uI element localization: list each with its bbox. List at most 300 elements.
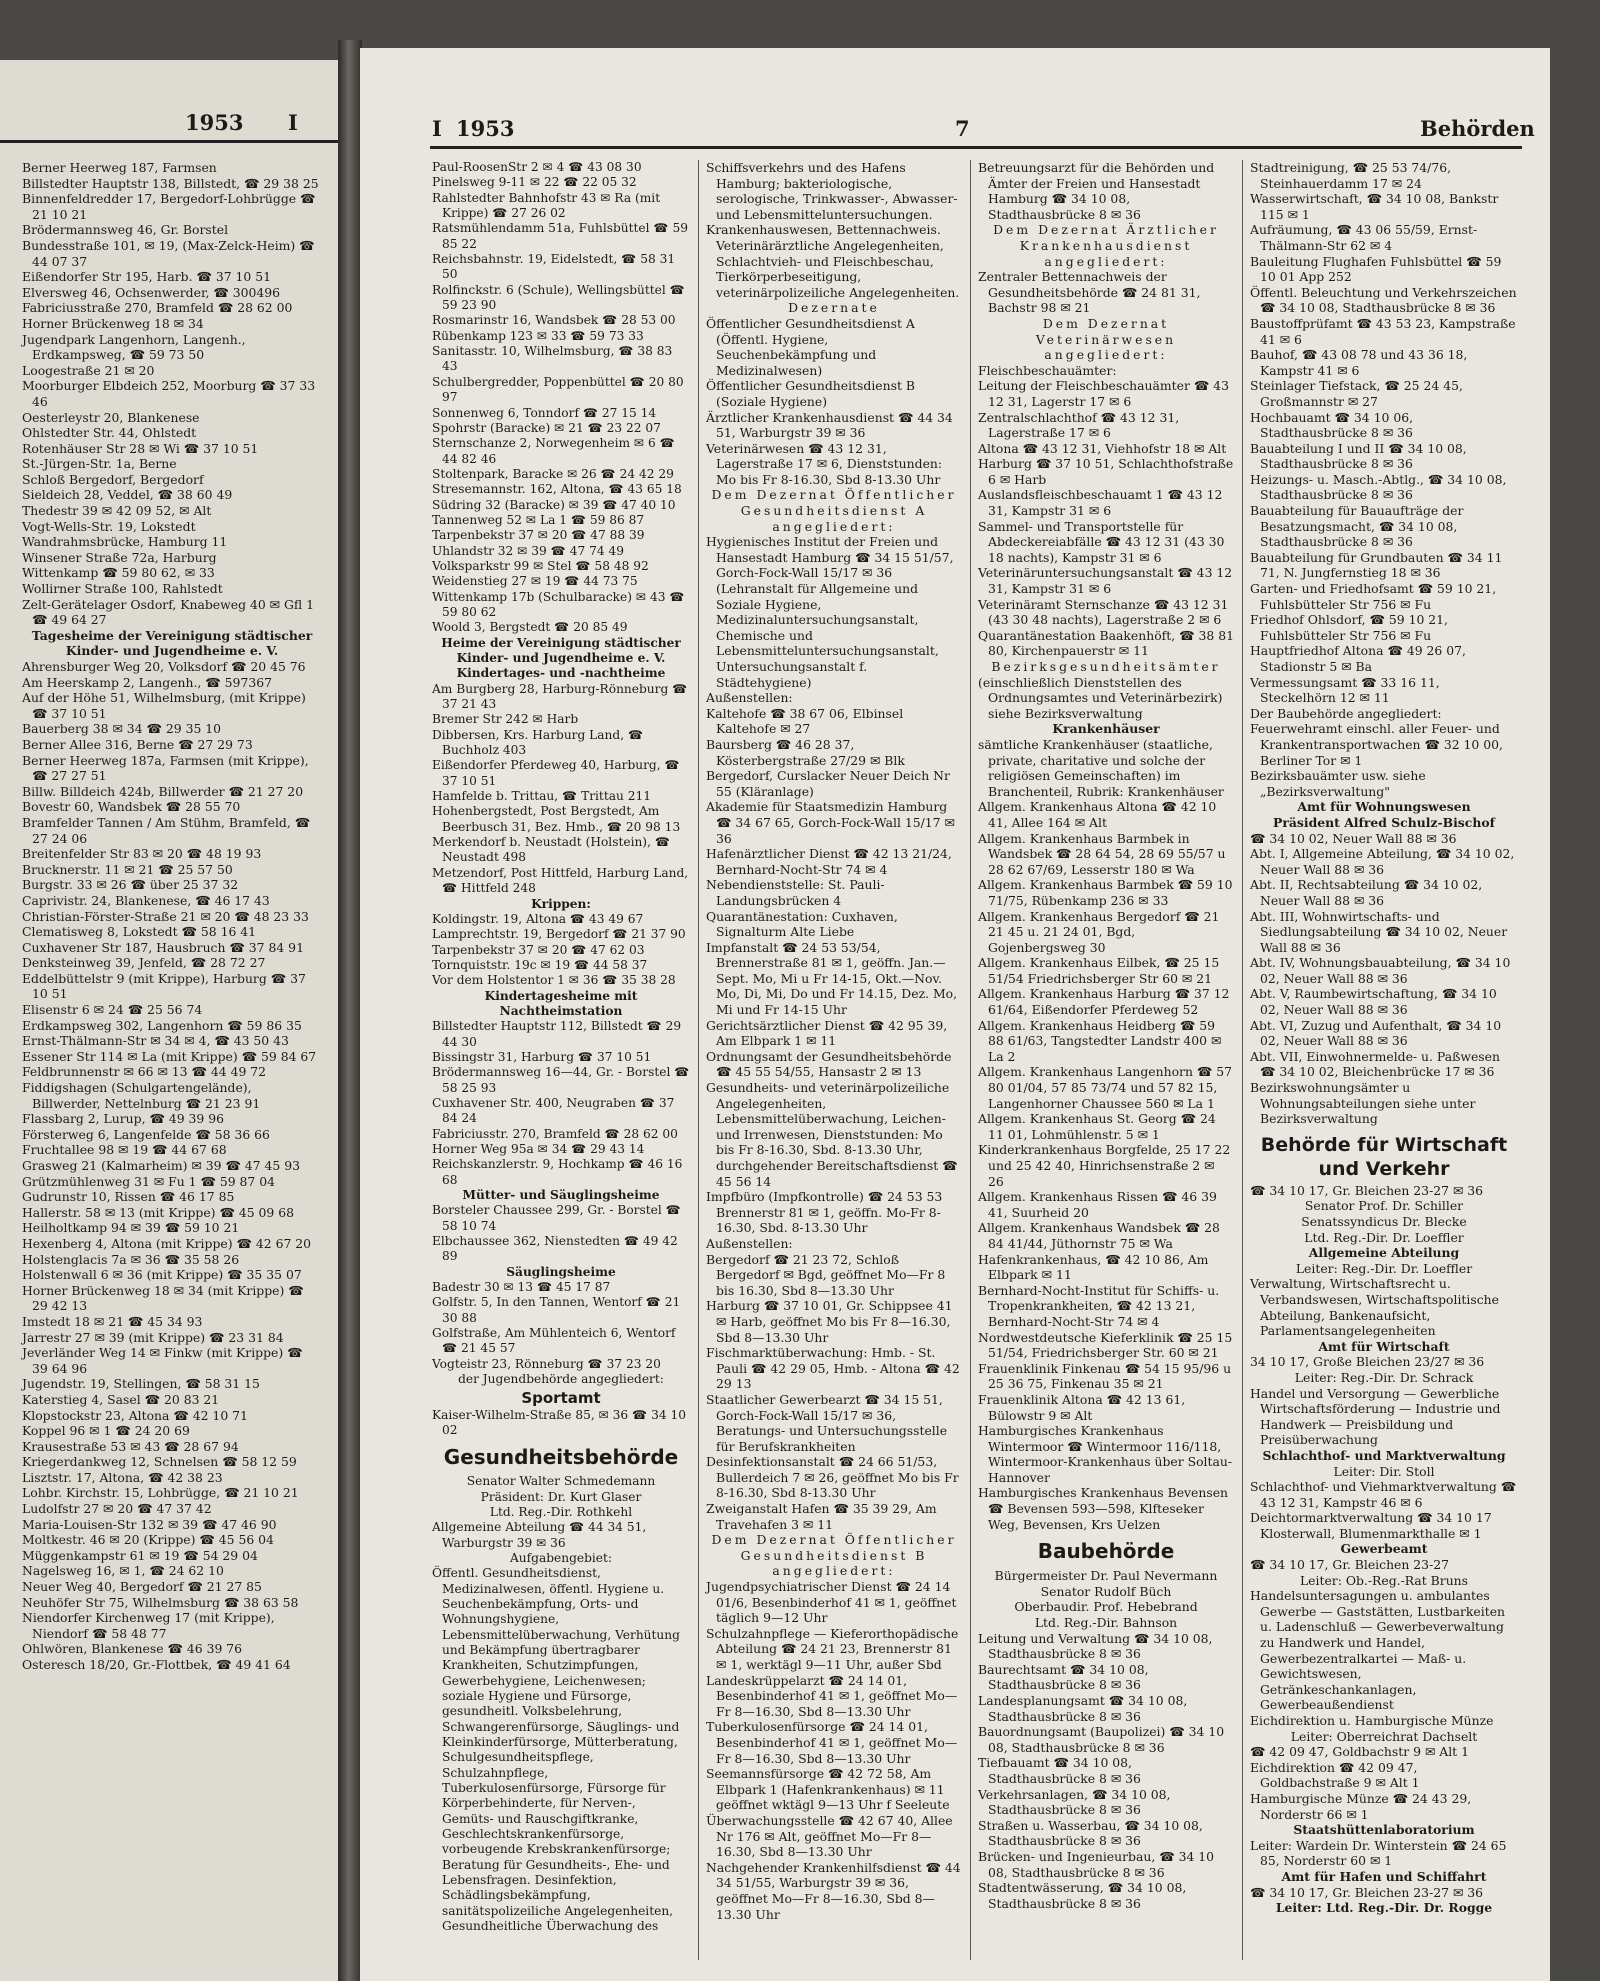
directory-entry: Allgem. Krankenhaus Eilbek, ☎ 25 15 51/54 Friedrichsberger Str 60 ✉ 21	[978, 955, 1220, 986]
directory-entry: Verwaltung, Wirtschaftsrecht u. Verbandswesen, Wirtschaftspolitische Abteilung, Bankenaufsicht, Parlamentsangelegenheiten	[1250, 1276, 1499, 1339]
directory-entry: Christian-Förster-Straße 21 ✉ 20 ☎ 48 23 33	[22, 908, 309, 924]
directory-entry: Bundesstraße 101, ✉ 19, (Max-Zelck-Heim) ☎ 44 07 37	[22, 237, 315, 269]
directory-entry: Hamfelde b. Trittau, ☎ Trittau 211	[432, 789, 651, 804]
subsection-heading: Ltd. Reg.-Dir. Dr. Loeffler	[1304, 1229, 1464, 1245]
directory-entry: Fiddigshagen (Schulgartengelände), Billwerder, Nettelnburg ☎ 21 23 91	[22, 1080, 261, 1111]
directory-entry: Verkehrsanlagen, ☎ 34 10 08, Stadthausbrücke 8 ✉ 36	[978, 1786, 1171, 1818]
directory-entry: Ohlstedter Str. 44, Ohlstedt	[22, 425, 197, 441]
directory-entry: Allgem. Krankenhaus Harburg ☎ 37 12 61/64, Eißendorfer Pferdeweg 52	[978, 986, 1230, 1018]
directory-entry: Elversweg 46, Ochsenwerder, ☎ 300496	[22, 284, 281, 300]
directory-entry: Schlachthof- und Viehmarktverwaltung ☎ 43 12 31, Kampstr 46 ✉ 6	[1250, 1479, 1517, 1510]
directory-entry: Burgstr. 33 ✉ 26 ☎ über 25 37 32	[22, 877, 239, 893]
directory-entry: Grützmühlenweg 31 ✉ Fu 1 ☎ 59 87 04	[22, 1173, 276, 1189]
directory-entry: Harburg ☎ 37 10 01, Gr. Schippsee 41 ✉ Harb, geöffnet Mo bis Fr 8—16.30, Sbd 8—13.30 Uhr	[706, 1298, 953, 1345]
subsection-heading: Dem Dezernat Öffentlicher Gesundheitsdienst A angegliedert:	[711, 487, 957, 534]
directory-entry: 34 10 17, Große Bleichen 23/27 ✉ 36	[1250, 1354, 1485, 1370]
directory-entry: Schiffsverkehrs und des Hafens Hamburg; bakteriologische, serologische, Trinkwasser-, Abwasser- und Lebensmitteluntersuchungen.	[706, 160, 958, 222]
directory-entry: Allgem. Krankenhaus Barmbek in Wandsbek ☎ 28 64 54, 28 69 55/57 u 28 62 67/69, Lesserstr 180 ✉ Wa	[978, 830, 1226, 877]
section-title: Behörden	[1420, 116, 1535, 141]
directory-entry: Thedestr 39 ✉ 42 09 52, ✉ Alt	[22, 503, 212, 519]
right-header-year: 1953	[456, 116, 515, 141]
left-header-mark: I	[288, 110, 298, 135]
directory-entry: Wittenkamp 17b (Schulbaracke) ✉ 43 ☎ 59 80 62	[432, 589, 685, 619]
directory-entry: Quarantänestation Baakenhöft, ☎ 38 81 80, Kirchenpauerstr ✉ 11	[978, 627, 1234, 659]
directory-entry: Ratsmühlendamm 51a, Fuhlsbüttel ☎ 59 85 22	[432, 221, 688, 251]
directory-entry: Fabriciusstr. 270, Bramfeld ☎ 28 62 00	[432, 1126, 678, 1141]
directory-entry: Jarrestr 27 ✉ 39 (mit Krippe) ☎ 23 31 84	[22, 1329, 284, 1345]
subsection-heading: Tagesheime der Vereinigung städtischer Kinder- und Jugendheime e. V.	[31, 627, 313, 659]
directory-entry: Merkendorf b. Neustadt (Holstein), ☎ Neustadt 498	[432, 835, 670, 865]
subsection-heading: Heime der Vereinigung städtischer Kinder- und Jugendheime e. V. Kindertages- und -nachtheime	[441, 635, 681, 681]
directory-entry: Kinderkrankenhaus Borgfelde, 25 17 22 und 25 42 40, Hinrichsenstraße 2 ✉ 26	[978, 1142, 1231, 1189]
directory-entry: Elbchaussee 362, Nienstedten ☎ 49 42 89	[432, 1234, 678, 1264]
directory-entry: Hohenbergstedt, Post Bergstedt, Am Beerbusch 31, Bez. Hmb., ☎ 20 98 13	[432, 804, 681, 834]
directory-entry: Bissingstr 31, Harburg ☎ 37 10 51	[432, 1049, 652, 1064]
subsection-heading: Oberbaudir. Prof. Hebebrand	[1014, 1599, 1198, 1615]
directory-entry: Heizungs- u. Masch.-Abtlg., ☎ 34 10 08, Stadthausbrücke 8 ✉ 36	[1250, 471, 1507, 503]
directory-entry: Berner Allee 316, Berne ☎ 27 29 73	[22, 736, 253, 752]
subsection-heading: Dem Dezernat Veterinärwesen angegliedert:	[1035, 315, 1177, 363]
directory-entry: Tuberkulosenfürsorge ☎ 24 14 01, Besenbinderhof 41 ✉ 1, geöffnet Mo—Fr 8—16.30, Sbd 8—13.30 Uhr	[706, 1719, 958, 1766]
section-heading: Behörde für Wirtschaft und Verkehr	[1260, 1133, 1508, 1180]
directory-entry: Außenstellen:	[706, 1235, 793, 1251]
directory-entry: Reichskanzlerstr. 9, Hochkamp ☎ 46 16 68	[432, 1157, 683, 1187]
directory-entry: Brucknerstr. 11 ✉ 21 ☎ 25 57 50	[22, 861, 233, 877]
subsection-heading: Präsident: Dr. Kurt Glaser	[480, 1489, 642, 1504]
left-header-rule	[0, 140, 340, 143]
directory-entry: Allgem. Krankenhaus Bergedorf ☎ 21 21 45 u. 21 24 01, Bgd, Gojenbergsweg 30	[978, 908, 1220, 955]
directory-entry: Harburg ☎ 37 10 51, Schlachthofstraße 6 ✉ Harb	[978, 456, 1234, 487]
subsection-heading: Senator Prof. Dr. Schiller	[1304, 1198, 1464, 1214]
directory-entry: (einschließlich Dienststellen des Ordnungsamtes und Veterinärbezirk) siehe Bezirksverwaltung	[978, 674, 1223, 721]
directory-entry: Bauerberg 38 ✉ 34 ☎ 29 35 10	[22, 721, 222, 737]
page-number: 7	[955, 116, 970, 141]
directory-entry: Vermessungsamt ☎ 33 16 11, Steckelhörn 12 ✉ 11	[1250, 674, 1440, 706]
directory-entry: Rahlstedter Bahnhofstr 43 ✉ Ra (mit Krippe) ☎ 27 26 02	[432, 190, 661, 221]
directory-entry: Bernhard-Nocht-Institut für Schiffs- u. Tropenkrankheiten, ☎ 42 13 21, Bernhard-Nocht-Str 74 ✉ 4	[978, 1282, 1220, 1329]
directory-entry: Fabriciusstraße 270, Bramfeld ☎ 28 62 00	[22, 300, 293, 316]
directory-entry: Binnenfeldredder 17, Bergedorf-Lohbrügge ☎ 21 10 21	[22, 191, 316, 222]
directory-entry: Brödermannsweg 16—44, Gr. - Borstel ☎ 58 25 93	[432, 1065, 690, 1095]
directory-entry: Abt. II, Rechtsabteilung ☎ 34 10 02, Neuer Wall 88 ✉ 36	[1250, 877, 1483, 908]
directory-entry: Billstedter Hauptstr 112, Billstedt ☎ 29 44 30	[432, 1019, 682, 1049]
directory-entry: Winsener Straße 72a, Harburg	[22, 549, 217, 565]
directory-entry: Abt. V, Raumbewirtschaftung, ☎ 34 10 02, Neuer Wall 88 ✉ 36	[1250, 986, 1497, 1018]
directory-entry: Südring 32 (Baracke) ✉ 39 ☎ 47 40 10	[432, 497, 676, 512]
directory-entry: Pinelsweg 9-11 ✉ 22 ☎ 22 05 32	[432, 175, 637, 190]
directory-entry: Krankenhauswesen, Bettennachweis. Veterinärärztliche Angelegenheiten, Schlachtvieh- und Fleischbeschau, Tierkörperbeseitigung, veterinärpolizeiliche Angelegenheiten.	[706, 222, 960, 300]
directory-entry: Jugendpsychiatrischer Dienst ☎ 24 14 01/6, Besenbinderhof 41 ✉ 1, geöffnet täglich 9—12 Uhr	[706, 1579, 957, 1626]
directory-entry: Hygienisches Institut der Freien und Hansestadt Hamburg ☎ 34 15 51/57, Gorch-Fock-Wall 15/17 ✉ 36 (Lehranstalt für Allgemeine und Soziale Hygiene, Medizinaluntersuchungsanstalt, Chemische und Lebensmitteluntersuchungsanstalt, Untersuchungsanstalt f. Städtehygiene)	[706, 534, 954, 690]
directory-entry: Rotenhäuser Str 28 ✉ Wi ☎ 37 10 51	[22, 440, 259, 456]
directory-entry: Borsteler Chaussee 299, Gr. - Borstel ☎ 58 10 74	[432, 1203, 681, 1233]
directory-entry: Spohrstr (Baracke) ✉ 21 ☎ 23 22 07	[432, 420, 661, 435]
directory-entry: Aufräumung, ☎ 43 06 55/59, Ernst-Thälmann-Str 62 ✉ 4	[1250, 222, 1478, 253]
directory-entry: Hamburgische Münze ☎ 24 43 29, Norderstr 66 ✉ 1	[1250, 1790, 1472, 1822]
directory-entry: sämtliche Krankenhäuser (staatliche, private, charitative und solche der religiösen Gemeinschaften) im Branchenteil, Rubrik: Krankenhäuser	[978, 736, 1224, 799]
directory-entry: Bauordnungsamt (Baupolizei) ☎ 34 10 08, Stadthausbrücke 8 ✉ 36	[978, 1724, 1225, 1755]
directory-entry: Garten- und Friedhofsamt ☎ 59 10 21, Fuhlsbütteler Str 756 ✉ Fu	[1250, 581, 1497, 612]
subsection-heading: Dezernate	[788, 300, 880, 316]
directory-entry: Hauptfriedhof Altona ☎ 49 26 07, Stadionstr 5 ✉ Ba	[1250, 643, 1466, 674]
directory-entry: Hafenkrankenhaus, ☎ 42 10 86, Am Elbpark ✉ 11	[978, 1251, 1209, 1283]
directory-entry: Überwachungsstelle ☎ 42 67 40, Allee Nr 176 ✉ Alt, geöffnet Mo—Fr 8—16.30, Sbd 8—13.30 Uhr	[706, 1812, 953, 1860]
directory-entry: Stadtentwässerung, ☎ 34 10 08, Stadthausbrücke 8 ✉ 36	[978, 1880, 1187, 1911]
subsection-heading: Amt für Wohnungswesen	[1297, 799, 1471, 815]
directory-entry: Baursberg ☎ 46 28 37, Kösterbergstraße 27/29 ✉ Blk	[706, 736, 905, 768]
directory-entry: Gerichtsärztlicher Dienst ☎ 42 95 39, Am Elbpark 1 ✉ 11	[706, 1017, 948, 1049]
directory-entry: Stresemannstr. 162, Altona, ☎ 43 65 18	[432, 482, 682, 497]
left-header-year: 1953	[185, 110, 244, 135]
directory-entry: Uhlandstr 32 ✉ 39 ☎ 47 74 49	[432, 543, 624, 558]
directory-entry: Katerstieg 4, Sasel ☎ 20 83 21	[22, 1391, 220, 1407]
directory-entry: Wandrahmsbrücke, Hamburg 11	[22, 534, 228, 550]
directory-entry: Leitung und Verwaltung ☎ 34 10 08, Stadthausbrücke 8 ✉ 36	[978, 1630, 1213, 1662]
subsection-heading: Säuglingsheime	[506, 1264, 616, 1279]
directory-entry: Eddelbüttelstr 9 (mit Krippe), Harburg ☎ 37 10 51	[22, 970, 306, 1002]
directory-entry: Allgem. Krankenhaus Wandsbek ☎ 28 84 41/44, Jüthornstr 75 ✉ Wa	[978, 1220, 1220, 1251]
directory-entry: Lamprechtstr. 19, Bergedorf ☎ 21 37 90	[432, 927, 686, 942]
directory-entry: Am Burgberg 28, Harburg-Rönneburg ☎ 37 21 43	[432, 681, 688, 712]
directory-entry: Rosmarinstr 16, Wandsbek ☎ 28 53 00	[432, 313, 676, 328]
directory-entry: Deichtormarktverwaltung ☎ 34 10 17 Klosterwall, Blumenmarkthalle ✉ 1	[1250, 1510, 1492, 1541]
subsection-heading: Amt für Wirtschaft	[1318, 1338, 1450, 1354]
directory-entry: Straßen u. Wasserbau, ☎ 34 10 08, Stadthausbrücke 8 ✉ 36	[978, 1817, 1203, 1849]
directory-entry: Eißendorfer Str 195, Harb. ☎ 37 10 51	[22, 269, 272, 285]
left-page	[0, 60, 340, 1981]
subsection-heading: Dem Dezernat Ärztlicher Krankenhausdienst angegliedert:	[993, 222, 1219, 269]
directory-entry: Holstenwall 6 ✉ 36 (mit Krippe) ☎ 35 35 07	[22, 1267, 302, 1283]
directory-entry: Steinlager Tiefstack, ☎ 25 24 45, Großmannstr ✉ 27	[1250, 378, 1463, 409]
directory-entry: Hafenärztlicher Dienst ☎ 42 13 21/24, Bernhard-Nocht-Str 74 ✉ 4	[706, 846, 952, 877]
directory-entry: Schulbergredder, Poppenbüttel ☎ 20 80 97	[432, 374, 684, 405]
directory-entry: Cuxhavener Str 187, Hausbruch ☎ 37 84 91	[22, 939, 304, 955]
directory-entry: Nachgehender Krankenhilfsdienst ☎ 44 34 51/55, Warburgstr 39 ✉ 36, geöffnet Mo—Fr 8—16.30, Sbd 8—13.30 Uhr	[706, 1859, 961, 1922]
directory-entry: Bramfelder Tannen / Am Stühm, Bramfeld, ☎ 27 24 06	[22, 814, 311, 846]
directory-entry: Caprivistr. 24, Blankenese, ☎ 46 17 43	[22, 892, 270, 908]
directory-entry: Tiefbauamt ☎ 34 10 08, Stadthausbrücke 8 ✉ 36	[978, 1755, 1141, 1786]
directory-entry: Klopstockstr 23, Altona ☎ 42 10 71	[22, 1407, 248, 1423]
directory-entry: Veterinärwesen ☎ 43 12 31, Lagerstraße 17 ✉ 6, Dienststunden: Mo bis Fr 8-16.30, Sbd 8-13.30 Uhr	[706, 440, 943, 487]
subsection-heading: Staatshüttenlaboratorium	[1293, 1822, 1475, 1838]
directory-entry: Nagelsweg 16, ✉ 1, ☎ 24 62 10	[22, 1563, 224, 1579]
directory-entry: Moorburger Elbdeich 252, Moorburg ☎ 37 33 46	[22, 378, 316, 409]
subsection-heading: Dem Dezernat Öffentlicher Gesundheitsdienst B angegliedert:	[711, 1532, 957, 1579]
directory-entry: Fruchtallee 98 ✉ 19 ☎ 44 67 68	[22, 1142, 227, 1158]
directory-entry: Ärztlicher Krankenhausdienst ☎ 44 34 51, Warburgstr 39 ✉ 36	[706, 409, 953, 441]
directory-entry: Eißendorfer Pferdeweg 40, Harburg, ☎ 37 10 51	[432, 758, 680, 788]
directory-entry: Auf der Höhe 51, Wilhelmsburg, (mit Krippe) ☎ 37 10 51	[22, 690, 306, 721]
directory-entry: Osteresch 18/20, Gr.-Flottbek, ☎ 49 41 64	[22, 1657, 291, 1672]
directory-entry: ☎ 34 10 17, Gr. Bleichen 23-27 ✉ 36	[1250, 1884, 1484, 1900]
directory-entry: Allgemeine Abteilung ☎ 44 34 51, Warburgstr 39 ✉ 36	[432, 1520, 647, 1550]
directory-entry: Leiter: Wardein Dr. Winterstein ☎ 24 65 85, Norderstr 60 ✉ 1	[1250, 1837, 1507, 1869]
section-heading: Baubehörde	[1037, 1539, 1175, 1564]
directory-entry: Sammel- und Transportstelle für Abdeckereiabfälle ☎ 43 12 31 (43 30 18 nachts), Kampstr 31 ✉ 6	[978, 518, 1225, 565]
directory-entry: Veterinäramt Sternschanze ☎ 43 12 31 (43 30 48 nachts), Lagerstraße 2 ✉ 6	[978, 596, 1229, 628]
directory-entry: Eichdirektion ☎ 42 09 47, Goldbachstraße 9 ✉ Alt 1	[1250, 1759, 1420, 1791]
section-heading: Sportamt	[521, 1388, 601, 1407]
directory-entry: Bovestr 60, Wandsbek ☎ 28 55 70	[22, 799, 241, 815]
directory-entry: Veterinäruntersuchungsanstalt ☎ 43 12 31, Kampstr 31 ✉ 6	[978, 565, 1233, 597]
directory-entry: Bergedorf ☎ 21 23 72, Schloß Bergedorf ✉ Bgd, geöffnet Mo—Fr 8 bis 16.30, Sbd 8—13.30 Uhr	[706, 1251, 946, 1298]
directory-entry: ☎ 34 10 17, Gr. Bleichen 23-27	[1250, 1557, 1450, 1573]
directory-entry: Bauabteilung für Grundbauten ☎ 34 11 71, N. Jungfernstieg 18 ✉ 36	[1250, 549, 1503, 581]
directory-entry: Fleischbeschauämter:	[978, 362, 1117, 378]
directory-entry: Öffentlicher Gesundheitsdienst B (Soziale Hygiene)	[706, 378, 915, 409]
directory-entry: Nordwestdeutsche Kieferklinik ☎ 25 15 51/54, Friedrichsberger Str. 60 ✉ 21	[978, 1329, 1233, 1361]
directory-entry: Gesundheits- und veterinärpolizeiliche Angelegenheiten, Lebensmittelüberwachung, Leichen- und Irrenwesen, Dienststunden: Mo bis Fr 8-16.30, Sbd. 8-13.30 Uhr, durchgehender Bereitschaftsdienst ☎ 45 56 14	[706, 1080, 958, 1189]
directory-entry: Auslandsfleischbeschauamt 1 ☎ 43 12 31, Kampstr 31 ✉ 6	[978, 487, 1223, 519]
directory-entry: Bezirksbauämter usw. siehe „Bezirksverwaltung"	[1250, 768, 1426, 799]
column-divider	[970, 160, 971, 1960]
directory-entry: Impfbüro (Impfkontrolle) ☎ 24 53 53 Brennerstr 81 ✉ 1, geöffn. Mo-Fr 8-16.30, Sbd. 8-13.30 Uhr	[706, 1189, 943, 1236]
directory-entry: Sonnenweg 6, Tonndorf ☎ 27 15 14	[432, 405, 657, 420]
directory-entry: Hamburgisches Krankenhaus Wintermoor ☎ Wintermoor 116/118, Wintermoor-Krankenhaus über Soltau-Hannover	[978, 1423, 1233, 1485]
directory-entry: Zelt-Gerätelager Osdorf, Knabeweg 40 ✉ Gfl 1 ☎ 49 64 27	[22, 596, 314, 628]
directory-entry: Abt. IV, Wohnungsbauabteilung, ☎ 34 10 02, Neuer Wall 88 ✉ 36	[1250, 955, 1511, 986]
directory-entry: Ludolfstr 27 ✉ 20 ☎ 47 37 42	[22, 1501, 212, 1517]
subsection-heading: Allgemeine Abteilung	[1308, 1245, 1460, 1261]
subsection-heading: Ltd. Reg.-Dir. Bahnson	[1034, 1615, 1178, 1631]
directory-entry: Abt. I, Allgemeine Abteilung, ☎ 34 10 02, Neuer Wall 88 ✉ 36	[1250, 846, 1515, 877]
directory-entry: Am Heerskamp 2, Langenh., ☎ 597367	[22, 674, 272, 690]
directory-entry: Flassbarg 2, Lurup, ☎ 49 39 96	[22, 1111, 225, 1127]
directory-entry: Heilholtkamp 94 ✉ 39 ☎ 59 10 21	[22, 1220, 240, 1236]
directory-entry: Wasserwirtschaft, ☎ 34 10 08, Bankstr 115 ✉ 1	[1250, 191, 1499, 222]
directory-entry: Moltkestr. 46 ✉ 20 (Krippe) ☎ 45 56 04	[22, 1532, 274, 1548]
directory-entry: Zentraler Bettennachweis der Gesundheitsbehörde ☎ 24 81 31, Bachstr 98 ✉ 21	[978, 269, 1201, 316]
directory-entry: Horner Brückenweg 18 ✉ 34	[22, 315, 204, 331]
directory-entry: Dibbersen, Krs. Harburg Land, ☎ Buchholz 403	[432, 727, 644, 758]
subsection-heading: Leiter: Ob.-Reg.-Rat Bruns	[1299, 1572, 1469, 1588]
directory-entry: Clematisweg 8, Lokstedt ☎ 58 16 41	[22, 924, 257, 940]
directory-entry: Holstenglacis 7a ✉ 36 ☎ 35 58 26	[22, 1251, 240, 1267]
subsection-heading: Aufgabengebiet:	[509, 1550, 613, 1565]
subsection-heading: Senatssyndicus Dr. Blecke	[1301, 1214, 1467, 1229]
directory-entry: Der Baubehörde angegliedert:	[1250, 705, 1442, 721]
subsection-heading: Senator Rudolf Büch	[1040, 1583, 1172, 1599]
directory-entry: Handel und Versorgung — Gewerbliche Wirtschaftsförderung — Industrie und Handwerk — Preisbildung und Preisüberwachung	[1250, 1385, 1501, 1448]
directory-entry: Baurechtsamt ☎ 34 10 08, Stadthausbrücke 8 ✉ 36	[978, 1661, 1149, 1693]
directory-entry: Billstedter Hauptstr 138, Billstedt, ☎ 29 38 25	[22, 175, 319, 191]
directory-entry: Woold 3, Bergstedt ☎ 20 85 49	[432, 620, 628, 635]
subsection-heading: Bürgermeister Dr. Paul Nevermann	[994, 1568, 1218, 1584]
directory-entry: Zentralschlachthof ☎ 43 12 31, Lagerstraße 17 ✉ 6	[978, 409, 1180, 441]
subsection-heading: Leiter: Oberreichrat Dachselt	[1290, 1728, 1478, 1744]
directory-entry: Essener Str 114 ✉ La (mit Krippe) ☎ 59 84 67	[22, 1048, 317, 1064]
directory-entry: Brödermannsweg 46, Gr. Borstel	[22, 222, 229, 238]
directory-entry: Denksteinweg 39, Jenfeld, ☎ 28 72 27	[22, 955, 266, 971]
directory-entry: Öffentlicher Gesundheitsdienst A (Öffentl. Hygiene, Seuchenbekämpfung und Medizinalwesen)	[706, 315, 915, 378]
directory-entry: Außenstellen:	[706, 690, 793, 706]
directory-entry: Metzendorf, Post Hittfeld, Harburg Land, ☎ Hittfeld 248	[432, 865, 689, 896]
subsection-heading: Gewerbeamt	[1340, 1541, 1428, 1557]
directory-entry: Öffentl. Beleuchtung und Verkehrszeichen ☎ 34 10 08, Stadthausbrücke 8 ✉ 36	[1250, 284, 1517, 316]
subsection-heading: Mütter- und Säuglingsheime	[462, 1188, 660, 1203]
directory-entry: Berner Heerweg 187a, Farmsen (mit Krippe), ☎ 27 27 51	[22, 752, 309, 784]
directory-entry: Neuhöfer Str 75, Wilhelmsburg ☎ 38 63 58	[22, 1594, 299, 1610]
directory-entry: Bezirkswohnungsämter u Wohnungsabteilungen siehe unter Bezirksverwaltung	[1250, 1080, 1476, 1127]
directory-entry: Landeskrüppelarzt ☎ 24 14 01, Besenbinderhof 41 ✉ 1, geöffnet Mo—Fr 8—16.30, Sbd 8—13.30 Uhr	[706, 1672, 958, 1719]
directory-entry: Landesplanungsamt ☎ 34 10 08, Stadthausbrücke 8 ✉ 36	[978, 1693, 1188, 1724]
subsection-heading: Leiter: Reg.-Dir. Dr. Schrack	[1294, 1369, 1474, 1385]
right-header-rule	[430, 146, 1522, 149]
directory-entry: Friedhof Ohlsdorf, ☎ 59 10 21, Fuhlsbütteler Str 756 ✉ Fu	[1250, 612, 1448, 643]
column-divider	[1242, 160, 1243, 1960]
directory-entry: Zweiganstalt Hafen ☎ 35 39 29, Am Travehafen 3 ✉ 11	[706, 1501, 937, 1532]
directory-entry: Weidenstieg 27 ✉ 19 ☎ 44 73 75	[432, 574, 638, 589]
directory-entry: Golfstraße, Am Mühlenteich 6, Wentorf ☎ 21 45 57	[432, 1326, 676, 1356]
column-1	[432, 160, 690, 1935]
directory-entry: Bauabteilung für Bauaufträge der Besatzungsmacht, ☎ 34 10 08, Stadthausbrücke 8 ✉ 36	[1250, 503, 1464, 550]
right-header-mark: I	[432, 116, 442, 141]
column-divider	[698, 160, 699, 1960]
directory-entry: Neuer Weg 40, Bergedorf ☎ 21 27 85	[22, 1579, 262, 1595]
subsection-heading: Leiter: Ltd. Reg.-Dir. Dr. Rogge	[1275, 1900, 1493, 1916]
directory-entry: Tornquiststr. 19c ✉ 19 ☎ 44 58 37	[432, 957, 648, 972]
right-page	[360, 48, 1550, 1981]
subsection-heading: Krippen:	[531, 896, 591, 911]
subsection-heading: Schlachthof- und Marktverwaltung	[1262, 1447, 1506, 1463]
directory-entry: Ahrensburger Weg 20, Volksdorf ☎ 20 45 76	[22, 659, 306, 674]
section-heading: Gesundheitsbehörde	[443, 1445, 679, 1470]
directory-entry: Badestr 30 ✉ 13 ☎ 45 17 87	[432, 1280, 611, 1295]
directory-entry: Sanitasstr. 10, Wilhelmsburg, ☎ 38 83 43	[432, 344, 673, 374]
column-2	[706, 160, 962, 1922]
subsection-heading: Präsident Alfred Schulz-Bischof	[1273, 814, 1495, 830]
directory-entry: Erdkampsweg 302, Langenhorn ☎ 59 86 35	[22, 1017, 302, 1033]
directory-entry: Breitenfelder Str 83 ✉ 20 ☎ 48 19 93	[22, 846, 262, 862]
subsection-heading: Ltd. Reg.-Dir. Rothkehl	[489, 1504, 633, 1519]
directory-entry: Bremer Str 242 ✉ Harb	[432, 712, 579, 727]
directory-entry: Lohbr. Kirchstr. 15, Lohbrügge, ☎ 21 10 21	[22, 1485, 299, 1501]
directory-entry: Tannenweg 52 ✉ La 1 ☎ 59 86 87	[432, 512, 645, 527]
directory-entry: Jeverländer Weg 14 ✉ Finkw (mit Krippe) ☎ 39 64 96	[22, 1345, 303, 1376]
directory-entry: Bauabteilung I und II ☎ 34 10 08, Stadthausbrücke 8 ✉ 36	[1250, 440, 1467, 472]
directory-entry: Feuerwehramt einschl. aller Feuer- und Krankentransportwachen ☎ 32 10 00, Berliner Tor ✉ 1	[1250, 721, 1503, 768]
subsection-heading: Kindertagesheime mit Nachtheimstation	[484, 988, 638, 1018]
directory-entry: Brücken- und Ingenieurbau, ☎ 34 10 08, Stadthausbrücke 8 ✉ 36	[978, 1848, 1215, 1880]
directory-entry: Staatlicher Gewerbearzt ☎ 34 15 51, Gorch-Fock-Wall 15/17 ✉ 36, Beratungs- und Untersuchungsstelle für Berufskrankheiten	[706, 1391, 948, 1454]
column-4	[1250, 160, 1518, 1916]
directory-entry: Oesterleystr 20, Blankenese	[22, 409, 200, 425]
directory-entry: Allgem. Krankenhaus Altona ☎ 42 10 41, Allee 164 ✉ Alt	[978, 799, 1217, 830]
directory-entry: Ernst-Thälmann-Str ✉ 34 ✉ 4, ☎ 43 50 43	[22, 1033, 289, 1049]
directory-entry: Nebendienststelle: St. Pauli-Landungsbrücken 4	[706, 877, 885, 908]
directory-entry: Stoltenpark, Baracke ✉ 26 ☎ 24 42 29	[432, 466, 674, 481]
directory-entry: Bergedorf, Curslacker Neuer Deich Nr 55 (Kläranlage)	[706, 768, 950, 799]
directory-entry: Stadtreinigung, ☎ 25 53 74/76, Steinhauerdamm 17 ✉ 24	[1250, 160, 1452, 191]
subsection-heading: Senator Walter Schmedemann	[466, 1474, 656, 1489]
directory-entry: Seemannsfürsorge ☎ 42 72 58, Am Elbpark 1 (Hafenkrankenhaus) ✉ 11 geöffnet wktägl 9—13 Uhr f Seeleute	[706, 1766, 950, 1813]
directory-entry: Feldbrunnenstr ✉ 66 ✉ 13 ☎ 44 49 72	[22, 1064, 267, 1080]
directory-entry: Kaiser-Wilhelm-Straße 85, ✉ 36 ☎ 34 10 02	[432, 1407, 686, 1437]
directory-entry: Bauhof, ☎ 43 08 78 und 43 36 18, Kampstr 41 ✉ 6	[1250, 347, 1468, 378]
directory-entry: Schloß Bergedorf, Bergedorf	[22, 471, 204, 487]
directory-entry: Ohlwören, Blankenese ☎ 46 39 76	[22, 1641, 243, 1657]
directory-entry: Vogt-Wells-Str. 19, Lokstedt	[22, 518, 196, 534]
directory-entry: Frauenklinik Altona ☎ 42 13 61, Bülowstr 9 ✉ Alt	[978, 1391, 1186, 1423]
directory-entry: Eichdirektion u. Hamburgische Münze	[1250, 1713, 1494, 1728]
directory-entry: Abt. VI, Zuzug und Aufenthalt, ☎ 34 10 02, Neuer Wall 88 ✉ 36	[1250, 1017, 1502, 1049]
directory-entry: Jugendstr. 19, Stellingen, ☎ 58 31 15	[22, 1376, 260, 1392]
directory-entry: Vor dem Holstentor 1 ✉ 36 ☎ 35 38 28	[432, 973, 676, 988]
directory-entry: Fischmarktüberwachung: Hmb. - St. Pauli ☎ 42 29 05, Hmb. - Altona ☎ 42 29 13	[706, 1345, 960, 1392]
directory-entry: Abt. VII, Einwohnermelde- u. Paßwesen ☎ 34 10 02, Bleichenbrücke 17 ✉ 36	[1250, 1048, 1500, 1080]
subsection-heading: der Jugendbehörde angegliedert:	[458, 1372, 664, 1387]
directory-entry: Wollirner Straße 100, Rahlstedt	[22, 581, 223, 597]
directory-entry: Imstedt 18 ✉ 21 ☎ 45 34 93	[22, 1313, 203, 1329]
directory-entry: Hochbauamt ☎ 34 10 06, Stadthausbrücke 8 ✉ 36	[1250, 409, 1414, 441]
directory-entry: Tarpenbekstr 37 ✉ 20 ☎ 47 62 03	[432, 942, 645, 957]
directory-entry: Altona ☎ 43 12 31, Viehhofstr 18 ✉ Alt	[978, 440, 1227, 456]
directory-entry: Allgem. Krankenhaus Langenhorn ☎ 57 80 01/04, 57 85 73/74 und 57 82 15, Langenhorner Chaussee 560 ✉ La 1	[978, 1064, 1233, 1111]
directory-entry: Golfstr. 5, In den Tannen, Wentorf ☎ 21 30 88	[432, 1295, 681, 1325]
directory-entry: Hallerstr. 58 ✉ 13 (mit Krippe) ☎ 45 09 68	[22, 1204, 295, 1220]
directory-entry: Allgem. Krankenhaus Heidberg ☎ 59 88 61/63, Tangstedter Landstr 400 ✉ La 2	[978, 1017, 1222, 1064]
directory-entry: Koppel 96 ✉ 1 ☎ 24 20 69	[22, 1423, 190, 1439]
directory-entry: Volksparkstr 99 ✉ Stel ☎ 58 48 92	[432, 558, 649, 573]
directory-entry: Berner Heerweg 187, Farmsen	[22, 160, 217, 175]
directory-entry: ☎ 34 10 02, Neuer Wall 88 ✉ 36	[1250, 830, 1457, 846]
directory-entry: Leitung der Fleischbeschauämter ☎ 43 12 31, Lagerstr 17 ✉ 6	[978, 378, 1229, 409]
directory-entry: Frauenklinik Finkenau ☎ 54 15 95/96 u 25 36 75, Finkenau 35 ✉ 21	[978, 1360, 1232, 1392]
directory-entry: Müggenkampstr 61 ✉ 19 ☎ 54 29 04	[22, 1547, 258, 1563]
directory-entry: Niendorfer Kirchenweg 17 (mit Krippe), Niendorf ☎ 58 48 77	[22, 1610, 275, 1641]
directory-entry: Koldingstr. 19, Altona ☎ 43 49 67	[432, 911, 644, 926]
directory-entry: Gudrunstr 10, Rissen ☎ 46 17 85	[22, 1189, 235, 1205]
directory-entry: Lisztstr. 17, Altona, ☎ 42 38 23	[22, 1469, 223, 1485]
directory-entry: Tarpenbekstr 37 ✉ 20 ☎ 47 88 39	[432, 528, 645, 543]
directory-entry: Baustoffprüfamt ☎ 43 53 23, Kampstraße 41 ✉ 6	[1250, 315, 1516, 347]
directory-entry: Rolfinckstr. 6 (Schule), Wellingsbüttel ☎ 59 23 90	[432, 282, 685, 313]
subsection-heading: Bezirksgesundheitsämter	[991, 659, 1221, 674]
directory-entry: Vogteistr 23, Rönneburg ☎ 37 23 20	[432, 1356, 661, 1371]
book-gutter	[338, 40, 362, 1981]
directory-entry: Paul-RoosenStr 2 ✉ 4 ☎ 43 08 30	[432, 160, 642, 174]
directory-entry: Loogestraße 21 ✉ 20	[22, 362, 155, 378]
directory-entry: Kriegerdankweg 12, Schnelsen ☎ 58 12 59	[22, 1454, 297, 1470]
directory-entry: Quarantänestation: Cuxhaven, Signalturm Alte Liebe	[706, 908, 898, 940]
directory-entry: St.-Jürgen-Str. 1a, Berne	[22, 456, 177, 472]
directory-entry: Maria-Louisen-Str 132 ✉ 39 ☎ 47 46 90	[22, 1516, 277, 1532]
subsection-heading: Krankenhäuser	[1052, 721, 1160, 737]
directory-entry: Schulzahnpflege — Kieferorthopädische Abteilung ☎ 24 21 23, Brennerstr 81 ✉ 1, werktägl 9—11 Uhr, außer Sbd	[706, 1625, 959, 1672]
left-column	[22, 160, 322, 1673]
directory-entry: Cuxhavener Str. 400, Neugraben ☎ 37 84 24	[432, 1095, 675, 1126]
directory-entry: Sternschanze 2, Norwegenheim ✉ 6 ☎ 44 82 46	[432, 436, 675, 466]
directory-entry: Kaltehofe ☎ 38 67 06, Elbinsel Kaltehofe ✉ 27	[706, 705, 904, 737]
directory-entry: Akademie für Staatsmedizin Hamburg ☎ 34 67 65, Gorch-Fock-Wall 15/17 ✉ 36	[706, 799, 955, 846]
subsection-heading: Amt für Hafen und Schiffahrt	[1281, 1868, 1487, 1884]
directory-entry: Jugendpark Langenhorn, Langenh., Erdkampsweg, ☎ 59 73 50	[22, 331, 246, 363]
directory-entry: Wittenkamp ☎ 59 80 62, ✉ 33	[22, 565, 215, 581]
directory-entry: Elisenstr 6 ✉ 24 ☎ 25 56 74	[22, 1002, 203, 1018]
directory-entry: Betreuungsarzt für die Behörden und Ämter der Freien und Hansestadt Hamburg ☎ 34 10 08, Stadthausbrücke 8 ✉ 36	[978, 160, 1215, 222]
directory-entry: Horner Brückenweg 18 ✉ 34 (mit Krippe) ☎ 29 42 13	[22, 1282, 304, 1314]
directory-entry: Bauleitung Flughafen Fuhlsbüttel ☎ 59 10 01 App 252	[1250, 253, 1502, 285]
directory-entry: Abt. III, Wohnwirtschafts- und Siedlungsabteilung ☎ 34 10 02, Neuer Wall 88 ✉ 36	[1250, 908, 1508, 955]
directory-entry: Sieldeich 28, Veddel, ☎ 38 60 49	[22, 487, 233, 503]
directory-entry: ☎ 34 10 17, Gr. Bleichen 23-27 ✉ 36	[1250, 1182, 1484, 1198]
directory-entry: Allgem. Krankenhaus Rissen ☎ 46 39 41, Suurheid 20	[978, 1189, 1217, 1220]
subsection-heading: Leiter: Dir. Stoll	[1333, 1463, 1435, 1479]
directory-entry: Rübenkamp 123 ✉ 33 ☎ 59 73 33	[432, 328, 644, 343]
subsection-heading: Leiter: Reg.-Dir. Dr. Loeffler	[1295, 1260, 1473, 1276]
directory-entry: Krausestraße 53 ✉ 43 ☎ 28 67 94	[22, 1438, 239, 1454]
directory-entry: Grasweg 21 (Kalmarheim) ✉ 39 ☎ 47 45 93	[22, 1158, 300, 1173]
